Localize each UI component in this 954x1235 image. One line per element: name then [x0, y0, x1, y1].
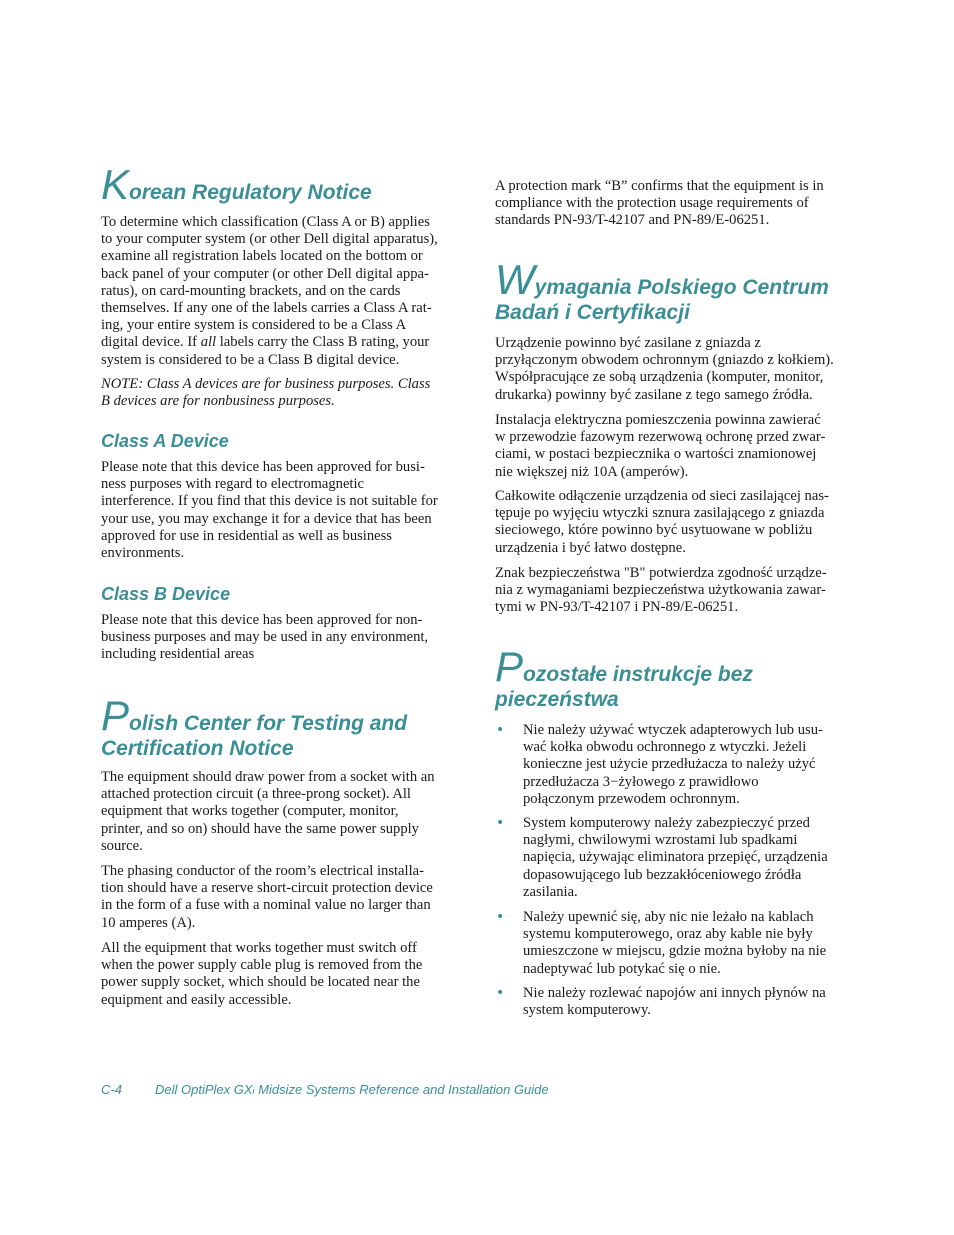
text-line: przedłużacza 3−żyłowego z prawidłowo [523, 773, 759, 790]
protection-mark-paragraph [495, 178, 824, 230]
class-b-paragraph [101, 612, 428, 664]
wymagania-paragraph-4 [495, 565, 827, 617]
wymagania-heading [495, 256, 829, 325]
polish-notice-paragraph-2 [101, 863, 433, 932]
text-line: environments. [101, 545, 185, 562]
text-line: ratus), on card-mounting brackets, and on the cards [101, 282, 401, 299]
text-line: approved for use in residential as well as business [101, 527, 392, 544]
footer-title: Dell OptiPlex GX [155, 1082, 253, 1097]
pozostale-heading [495, 643, 753, 712]
heading-text: orean Regulatory Notice [129, 181, 372, 204]
text-line: Instalacja elektryczna pomieszczenia powinna zawierać [495, 412, 821, 428]
text-line: System komputerowy należy zabezpieczyć przed [523, 815, 810, 831]
text-line: sieciowego, które powinno być usytuowane w pobliżu [495, 522, 813, 539]
heading-line: pieczeństwa [495, 688, 619, 711]
text-line: Należy upewnić się, aby nic nie leżało na kablach [523, 909, 814, 925]
heading-line [101, 692, 408, 739]
text-line: Please note that this device has been approved for non- [101, 612, 423, 628]
bullet-icon: • [496, 722, 505, 738]
drop-cap: P [495, 643, 524, 690]
text-line: standards PN-93/T-42107 and PN-89/E-06251. [495, 212, 770, 229]
text-line: połączonym przewodem ochronnym. [523, 790, 740, 807]
text-line: tion should have a reserve short-circuit protection device [101, 880, 433, 897]
text-line: w przewodzie fazowym rezerwową ochronę przed zwar- [495, 429, 826, 446]
text-line: including residential areas [101, 646, 255, 663]
text-line: To determine which classification (Class A or B) applies [101, 214, 430, 230]
text-line: printer, and so on) should have the same power supply [101, 820, 419, 837]
text-span: digital device. If [101, 334, 201, 351]
bullet-text [523, 909, 826, 978]
text-line: back panel of your computer (or other Dell digital appa- [101, 265, 429, 282]
text-line: drukarka) powinny być zasilane z tego samego źródła. [495, 386, 813, 403]
text-line: compliance with the protection usage requirements of [495, 195, 809, 212]
text-line: equipment and easily accessible. [101, 991, 292, 1008]
heading-text: olish Center for Testing and [129, 712, 408, 735]
bullet-text [523, 815, 828, 901]
text-line: nia z wymaganiami bezpieczeństwa użytkowania zawar- [495, 582, 826, 599]
text-line: in the form of a fuse with a nominal value no larger than [101, 897, 431, 914]
polish-notice-heading [101, 692, 408, 761]
text-line: Całkowite odłączenie urządzenia od sieci zasilającej nas- [495, 488, 829, 504]
text-line: Please note that this device has been approved for busi- [101, 459, 425, 475]
class-note [101, 376, 430, 410]
text-line: system is considered to be a Class B digital device. [101, 351, 400, 368]
drop-cap: P [101, 692, 130, 739]
text-line: Współpracujące ze sobą urządzenia (komputer, monitor, [495, 369, 824, 386]
text-line: themselves. If any one of the labels carries a Class A rat- [101, 300, 432, 317]
drop-cap: W [495, 256, 535, 303]
heading-line: Badań i Certyfikacji [495, 301, 690, 324]
text-line: interference. If you find that this device is not suitable for [101, 493, 438, 510]
text-line: ciami, w postaci bezpiecznika o wartości znamionowej [495, 446, 817, 463]
bullet-icon: • [496, 909, 505, 925]
text-line: dopasowującego lub bezzakłóceniowego źródła [523, 866, 802, 883]
text-line: All the equipment that works together must switch off [101, 940, 417, 956]
heading-line [495, 643, 753, 690]
drop-cap: K [101, 161, 130, 208]
page-number: C-4 [101, 1082, 122, 1097]
page-footer [101, 1082, 549, 1097]
heading-line: Certification Notice [101, 737, 294, 760]
bullet-icon: • [496, 985, 505, 1001]
korean-notice-paragraph [101, 214, 438, 369]
text-span: labels carry the Class B rating, your [216, 334, 430, 351]
text-line: The phasing conductor of the room’s electrical installa- [101, 863, 424, 879]
heading-text: ymagania Polskiego Centrum [534, 276, 829, 299]
text-line: equipment that works together (computer, monitor, [101, 803, 399, 820]
polish-notice-paragraph-3 [101, 940, 422, 1009]
text-line: zasilania. [523, 883, 578, 900]
class-a-heading: Class A Device [101, 431, 229, 451]
text-line: A protection mark “B” confirms that the equipment is in [495, 178, 824, 194]
text-line: konieczne jest użycie przedłużacza to należy użyć [523, 756, 816, 773]
text-line: Urządzenie powinno być zasilane z gniazda z [495, 335, 761, 351]
bullet-text [523, 985, 826, 1019]
text-line: napięcia, używając eliminatora przepięć, urządzenia [523, 849, 828, 866]
text-line: when the power supply cable plug is removed from the [101, 957, 423, 974]
bullet-text [523, 722, 823, 808]
emphasis: all [200, 334, 217, 351]
text-line: system komputerowy. [523, 1002, 651, 1019]
text-line: przyłączonym obwodem ochronnym (gniazdo z kołkiem). [495, 352, 834, 369]
heading-text: ozostałe instrukcje bez [523, 663, 753, 686]
korean-notice-heading [101, 161, 372, 208]
text-line: 10 amperes (A). [101, 914, 196, 931]
text-line: ing, your entire system is considered to be a Class A [101, 317, 407, 334]
text-line: B devices are for nonbusiness purposes. [101, 393, 335, 410]
text-line: urządzenia i być łatwo dostępne. [495, 539, 686, 556]
text-line: to your computer system (or other Dell digital apparatus), [101, 231, 438, 248]
text-line: ness purposes with regard to electromagnetic [101, 476, 365, 493]
wymagania-paragraph-1 [495, 335, 834, 404]
class-b-heading: Class B Device [101, 584, 231, 604]
class-a-paragraph [101, 459, 438, 562]
heading-line [495, 256, 829, 303]
text-line: attached protection circuit (a three-prong socket). All [101, 786, 411, 803]
text-line: wać kołka obwodu ochronnego z wtyczki. Jeżeli [523, 739, 807, 756]
text-line: tępuje po wyjęciu wtyczki sznura zasilającego z gniazda [495, 505, 825, 522]
text-line: nagłymi, chwilowymi wzrostami lub spadkami [523, 832, 798, 849]
bullet-icon: • [496, 815, 505, 831]
text-line: The equipment should draw power from a socket with an [101, 769, 435, 785]
footer-title-subscript: i [252, 1086, 255, 1096]
text-line: umieszczone w miejscu, gdzie można byłoby na nie [523, 943, 827, 960]
footer-title-rest: Midsize Systems Reference and Installation Guide [254, 1082, 549, 1097]
text-line: nadeptywać lub potykać się o nie. [523, 960, 721, 977]
text-line: NOTE: Class A devices are for business purposes. Class [101, 376, 431, 392]
text-line: your use, you may exchange it for a device that has been [101, 510, 432, 527]
text-line: tymi w PN-93/T-42107 i PN-89/E-06251. [495, 599, 739, 616]
text-line: source. [101, 837, 143, 854]
wymagania-paragraph-3 [495, 488, 829, 557]
polish-notice-paragraph-1 [101, 769, 435, 855]
text-line: Nie należy używać wtyczek adapterowych lub usu- [523, 722, 823, 738]
text-line: Znak bezpieczeństwa "B" potwierdza zgodność urządze- [495, 565, 827, 581]
text-line: examine all registration labels located on the bottom or [101, 248, 423, 265]
text-line [101, 334, 438, 351]
text-line: business purposes and may be used in any environment, [101, 629, 429, 646]
wymagania-paragraph-2 [495, 412, 825, 481]
text-line: Nie należy rozlewać napojów ani innych płynów na [523, 985, 826, 1001]
text-line: systemu komputerowego, oraz aby kable nie były [523, 926, 813, 943]
text-line: power supply socket, which should be located near the [101, 974, 420, 991]
text-line: nie większej niż 10A (amperów). [495, 463, 689, 480]
